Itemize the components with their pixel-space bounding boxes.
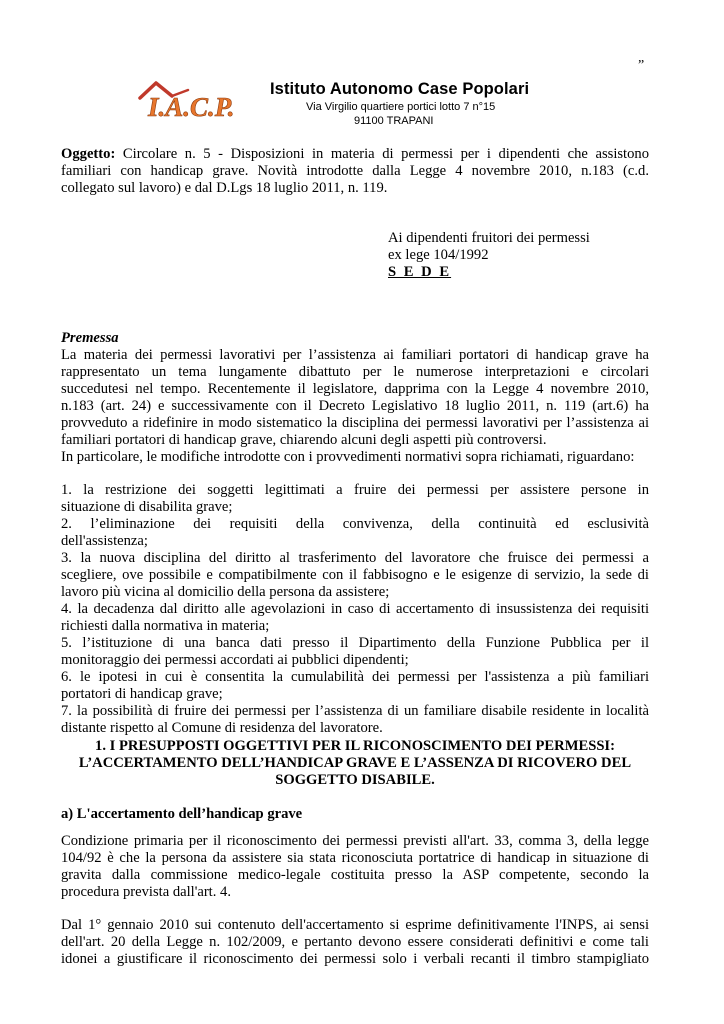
list-item-7-line-2: distante rispetto al Comune di residenza del lavoratore.: [61, 720, 383, 736]
list-item-7-line-1: 7. la possibilità di fruire dei permessi per l’assistenza di un familiare disabile residente in località: [61, 703, 649, 719]
house-roof-icon: [138, 78, 238, 122]
premessa-intro: In particolare, le modifiche introdotte con i provvedimenti normativi sopra richiamati, riguardano:: [61, 449, 635, 465]
list-item-1-line-1: 1. la restrizione dei soggetti legittimati a fruire dei permessi per assistere persone in: [61, 482, 649, 498]
subject-label: Oggetto:: [61, 146, 116, 162]
list-item-6-line-1: 6. le ipotesi in cui è consentita la cumulabilità dei permessi per l'assistenza a più familiari: [61, 669, 649, 685]
recipient-sede: S E D E: [388, 264, 452, 280]
list-item-3-line-2: scegliere, ove possibile e compatibilmente con il fabbisogno e le esigenze di servizio, la sede di: [61, 567, 649, 583]
recipient-line-1: Ai dipendenti fruitori dei permessi: [388, 230, 590, 246]
section-1-line-1: 1. I PRESUPPOSTI OGGETTIVI PER IL RICONOSCIMENTO DEI PERMESSI:: [95, 738, 615, 754]
premessa-line-6: familiari portatori di handicap grave, chiarendo alcuni degli aspetti più controversi.: [61, 432, 547, 448]
subject-block: [61, 146, 649, 197]
premessa-line-3: succedutesi nel tempo. Recentemente il legislatore, dapprima con la Legge 4 novembre 2010,: [61, 381, 649, 397]
list-item-5-line-1: 5. l’istituzione di una banca dati presso il Dipartimento della Funzione Pubblica per il: [61, 635, 649, 651]
changes-list: [61, 482, 649, 737]
section-1-line-3: SOGGETTO DISABILE.: [275, 772, 435, 788]
condition-line-2: 104/92 è che la persona da assistere sia stata riconosciuta portatrice di handicap in situazione di: [61, 850, 649, 866]
institute-address: Via Virgilio quartiere portici lotto 7 n°15: [306, 101, 496, 113]
section-1-line-2: L’ACCERTAMENTO DELL’HANDICAP GRAVE E L’ASSENZA DI RICOVERO DEL: [78, 755, 632, 771]
recipient-line-2: ex lege 104/1992: [388, 247, 489, 263]
condition-paragraph: [61, 833, 649, 901]
condition-line-3: gravita dalla commissione medico-legale costituita presso la ASP competente, secondo la: [61, 867, 649, 883]
iacp-logo: [138, 78, 238, 122]
premessa-line-1: La materia dei permessi lavorativi per l’assistenza ai familiari portatori di handicap grave ha: [61, 347, 649, 363]
subject-line-1: Circolare n. 5 - Disposizioni in materia di permessi per i dipendenti che assistono: [122, 146, 650, 162]
list-item-2-line-1: 2. l’eliminazione dei requisiti della convivenza, della continuità ed esclusività: [61, 516, 649, 532]
premessa-line-5: provveduto a ridefinire in modo sistematico la disciplina dei permessi lavorativi per l’assistenza ai: [61, 415, 649, 431]
subsection-a-heading: a) L'accertamento dell’handicap grave: [61, 806, 303, 822]
section-1-heading: [61, 738, 649, 789]
recipient-block: [388, 230, 590, 281]
list-item-5-line-2: monitoraggio dei permessi accordati ai pubblici dipendenti;: [61, 652, 409, 668]
condition-line-4: procedura prevista dall'art. 4.: [61, 884, 231, 900]
list-item-3-line-3: lavoro più vicina al domicilio della persona da assistere;: [61, 584, 390, 600]
list-item-6-line-2: portatori di handicap grave;: [61, 686, 223, 702]
premessa-section: [61, 330, 649, 466]
logo-text: I.A.C.P.: [148, 92, 235, 122]
inps-paragraph: [61, 917, 649, 968]
inps-line-2: dell'art. 20 della Legge n. 102/2009, e pertanto devono essere considerati definitivi e come tali: [61, 934, 649, 950]
institute-header: [270, 80, 529, 127]
inps-line-1: Dal 1° gennaio 2010 sui contenuto dell'accertamento si esprime definitivamente l'INPS, ai sensi: [61, 917, 649, 933]
list-item-2-line-2: dell'assistenza;: [61, 533, 148, 549]
premessa-line-2: rappresentato un tema lungamente dibattuto per le numerose interpretazioni e circolari: [61, 364, 649, 380]
institute-name: Istituto Autonomo Case Popolari: [270, 80, 530, 98]
institute-city: 91100 TRAPANI: [354, 115, 434, 127]
list-item-4-line-2: richiesti dalla normativa in materia;: [61, 618, 270, 634]
subject-line-2: familiari con handicap grave. Novità introdotte dalla Legge 4 novembre 2010, n.183 (c.d.: [61, 163, 649, 179]
inps-line-3: idonei a giustificare il riconoscimento dei permessi solo i verbali recanti il timbro stampigliato: [61, 951, 649, 967]
subject-line-3: collegato sul lavoro) e dal D.Lgs 18 luglio 2011, n. 119.: [61, 180, 388, 196]
list-item-3-line-1: 3. la nuova disciplina del diritto al trasferimento del lavoratore che fruisce dei permessi a: [61, 550, 649, 566]
list-item-4-line-1: 4. la decadenza dal diritto alle agevolazioni in caso di accertamento di insussistenza dei requisiti: [61, 601, 649, 617]
premessa-line-4: n.183 (art. 24) e successivamente con il Decreto Legislativo 18 luglio 2011, n. 119 (art.6) ha: [61, 398, 649, 414]
condition-line-1: Condizione primaria per il riconoscimento dei permessi previsti all'art. 33, comma 3, della legge: [61, 833, 649, 849]
corner-mark: ”: [638, 58, 645, 73]
premessa-heading: Premessa: [61, 330, 119, 346]
list-item-1-line-2: situazione di disabilita grave;: [61, 499, 233, 515]
